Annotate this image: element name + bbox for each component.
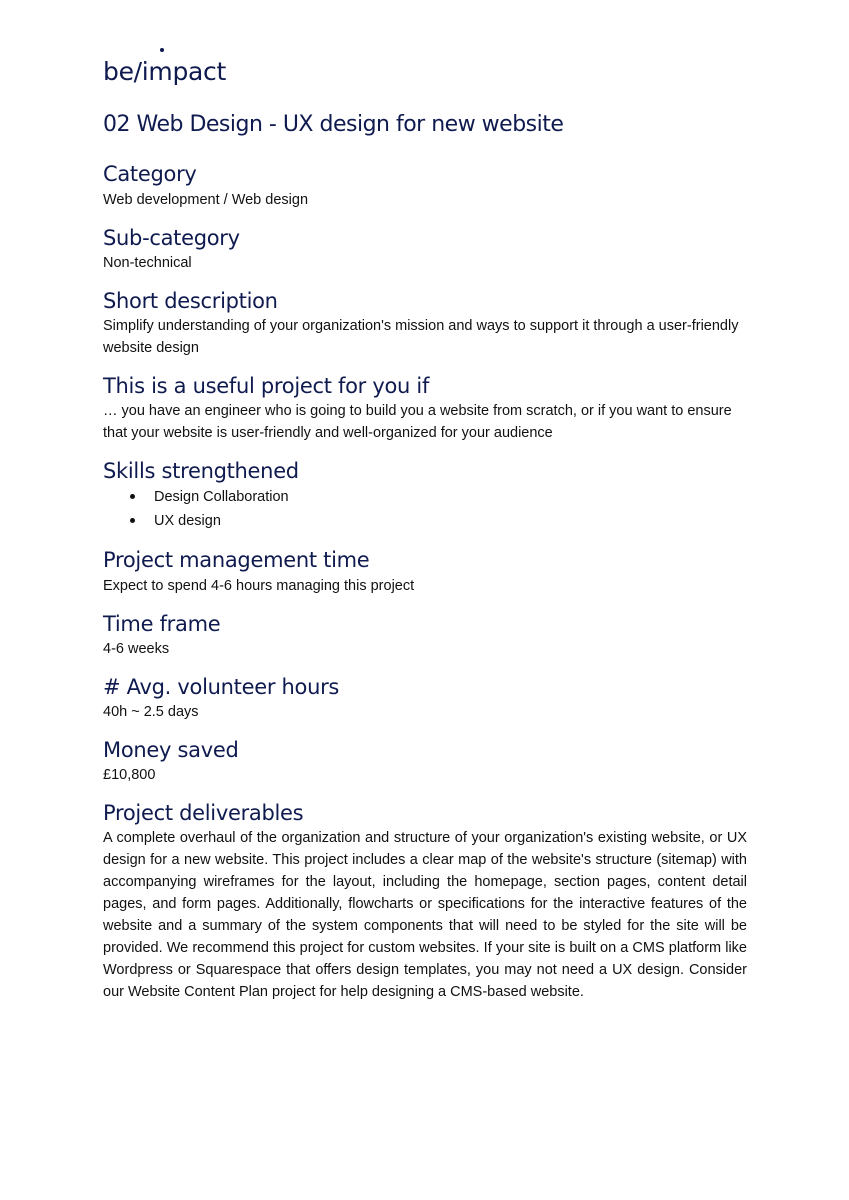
section-skills (103, 459, 747, 533)
section-deliverables (103, 801, 747, 1003)
short-description-text: Simplify understanding of your organization's mission and ways to support it through a user-friendly website design (103, 317, 739, 356)
logo-text: be/impact (103, 57, 227, 86)
deliverables-text: A complete overhaul of the organization and structure of your organization's existing website, or UX design for a new website. This project includes a clear map of the website's structure (sitemap) with accompanying wireframes for the layout, including the homepage, section pages, content detail pages, and form pages. Additionally, flowcharts or specifications for the interactive features of the website and a summary of the system components that will need to be styled for the site will be provided. We recommend this project for custom websites. If your site is built on a CMS platform like Wordpress or Squarespace that offers design templates, you may not need a UX design. Consider our Website Content Plan project for help designing a CMS-based website. (103, 830, 747, 1001)
money-saved-heading: Money saved (103, 737, 239, 762)
useful-if-heading: This is a useful project for you if (103, 373, 430, 398)
pm-time-heading: Project management time (103, 548, 370, 573)
category-text: Web development / Web design (103, 191, 309, 208)
section-subcategory (103, 226, 747, 274)
short-description-heading: Short description (103, 288, 278, 313)
brand-logo (103, 44, 747, 94)
volunteer-hours-heading: # Avg. volunteer hours (103, 674, 340, 699)
document-title: 02 Web Design - UX design for new website (103, 112, 564, 137)
section-pm-time (103, 548, 747, 596)
subcategory-text: Non-technical (103, 254, 192, 271)
volunteer-hours-text: 40h ~ 2.5 days (103, 703, 199, 720)
list-item: Design Collaboration (154, 485, 747, 509)
section-money-saved (103, 738, 747, 786)
time-frame-heading: Time frame (103, 611, 221, 636)
logo-dot (160, 48, 164, 52)
deliverables-heading: Project deliverables (103, 801, 304, 826)
document-page (103, 44, 747, 1018)
section-useful-if (103, 374, 747, 444)
time-frame-text: 4-6 weeks (103, 640, 170, 657)
skills-list (103, 485, 747, 533)
section-short-description (103, 289, 747, 359)
pm-time-text: Expect to spend 4-6 hours managing this project (103, 577, 415, 594)
category-heading: Category (103, 162, 197, 187)
section-time-frame (103, 612, 747, 660)
section-volunteer-hours (103, 675, 747, 723)
skills-heading: Skills strengthened (103, 459, 299, 484)
subcategory-heading: Sub-category (103, 225, 240, 250)
list-item: UX design (154, 509, 747, 533)
money-saved-text: £10,800 (103, 767, 156, 784)
section-category (103, 162, 747, 210)
useful-if-text: … you have an engineer who is going to build you a website from scratch, or if you want to ensure that your website is user-friendly and well-organized for your audience (103, 403, 732, 442)
